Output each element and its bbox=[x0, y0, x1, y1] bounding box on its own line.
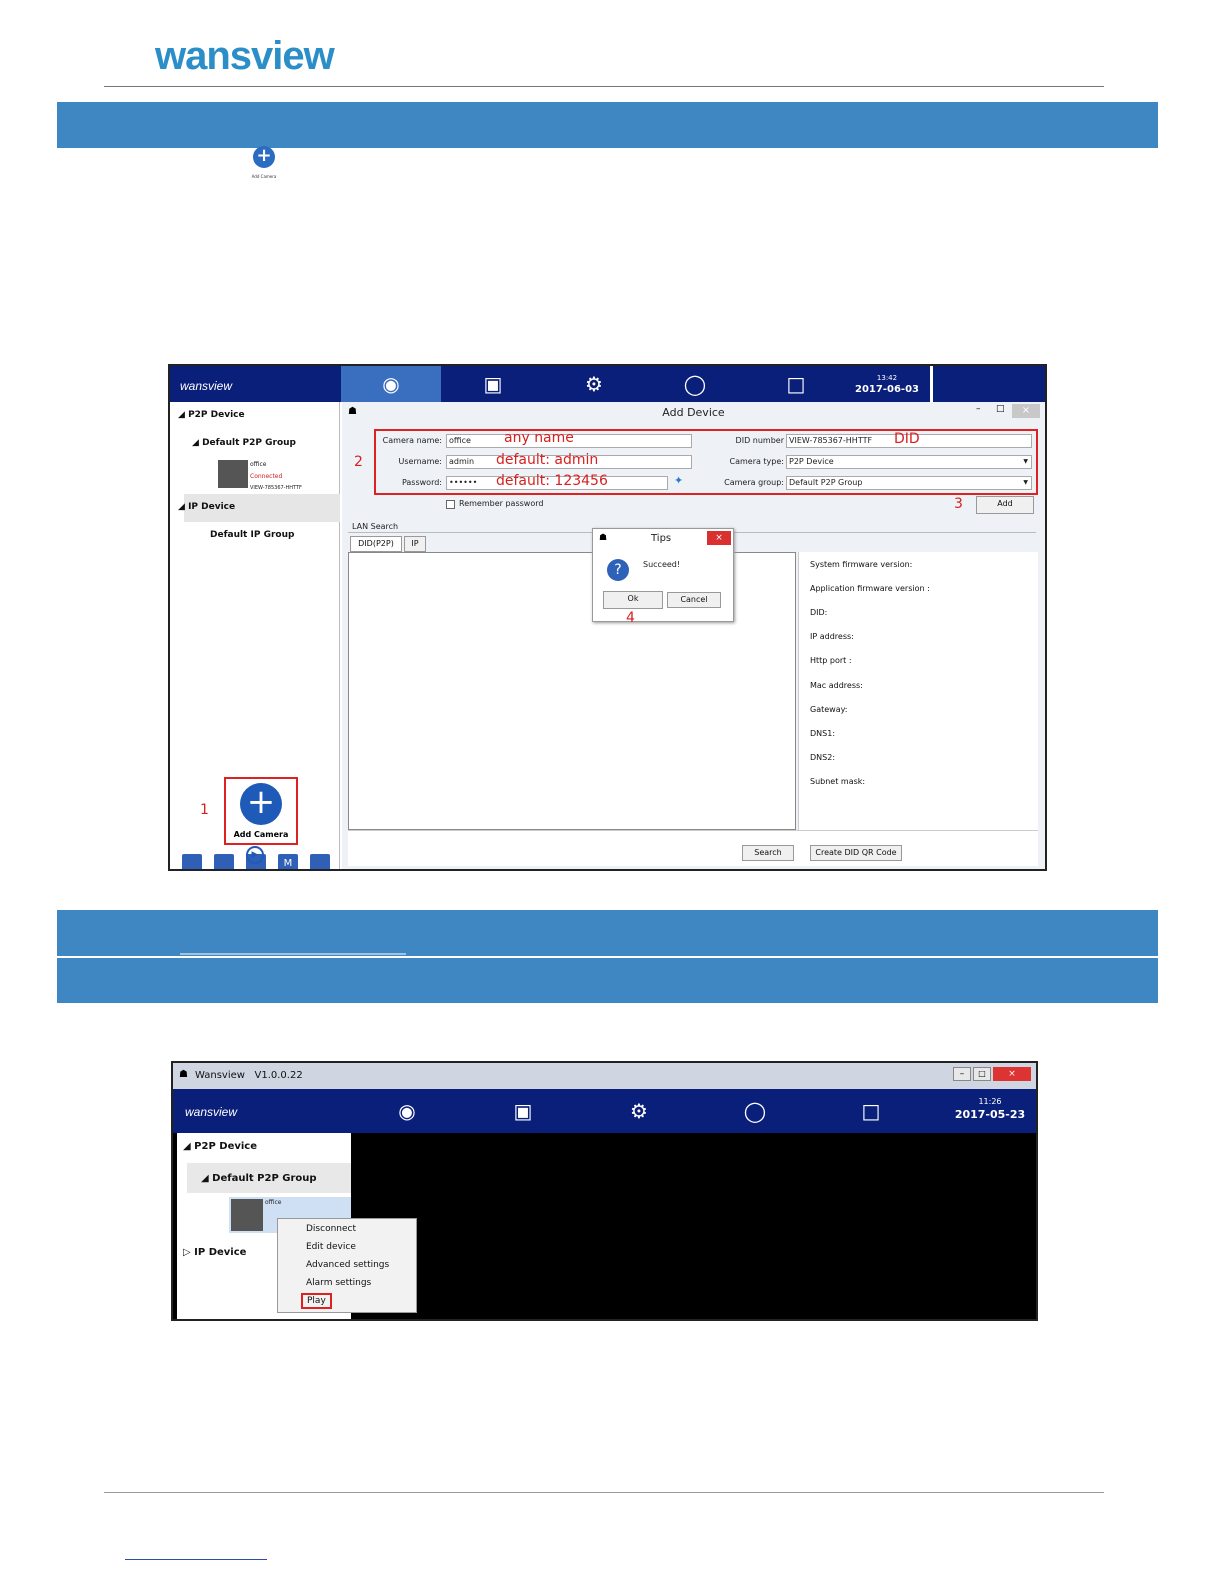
banner-underline bbox=[180, 953, 406, 955]
layout-4-icon[interactable] bbox=[214, 854, 234, 871]
app-window-icon: ☗ bbox=[179, 1069, 188, 1080]
maximize-icon[interactable]: □ bbox=[996, 404, 1005, 414]
search-button[interactable]: Search bbox=[742, 845, 794, 861]
screenshot-add-device bbox=[168, 364, 1047, 871]
info-did: DID: bbox=[810, 608, 828, 617]
tips-close-icon[interactable]: × bbox=[707, 531, 731, 545]
dialog-footer bbox=[348, 830, 1038, 866]
info-system-firmware: System firmware version: bbox=[810, 560, 913, 569]
context-menu bbox=[277, 1218, 417, 1313]
camera-type-label: Camera type: bbox=[729, 457, 784, 466]
tips-app-icon: ☗ bbox=[599, 533, 608, 543]
layout-m-icon[interactable]: M bbox=[278, 854, 298, 871]
device-tree-sidebar bbox=[174, 402, 340, 869]
menu-play[interactable]: Play bbox=[301, 1293, 332, 1309]
menu-alarm-settings[interactable]: Alarm settings bbox=[306, 1278, 372, 1288]
header-rule bbox=[104, 86, 1104, 87]
annotation-step-3: 3 bbox=[954, 496, 963, 512]
lock-icon[interactable]: □ bbox=[861, 1099, 881, 1123]
info-gateway: Gateway: bbox=[810, 705, 848, 714]
dialog-title: Add Device bbox=[662, 406, 725, 419]
annotation-default-admin: default: admin bbox=[496, 452, 599, 468]
logo-text: wansview bbox=[155, 34, 334, 78]
minimize-icon[interactable]: – bbox=[976, 404, 981, 414]
tips-popup bbox=[592, 528, 734, 622]
maximize-icon[interactable]: □ bbox=[973, 1067, 991, 1081]
annotation-step-1: 1 bbox=[200, 802, 209, 818]
camera-type-select[interactable]: P2P Device ▼ bbox=[786, 455, 1032, 469]
question-icon: ? bbox=[607, 559, 629, 581]
lock-icon[interactable]: □ bbox=[786, 372, 806, 396]
tree-default-ip-group[interactable]: Default IP Group bbox=[210, 530, 295, 540]
camera-status: Connected bbox=[250, 473, 283, 480]
tree-ip-device[interactable]: ▷ IP Device bbox=[183, 1247, 247, 1258]
info-dns1: DNS1: bbox=[810, 729, 836, 738]
create-qr-code-button[interactable]: Create DID QR Code bbox=[810, 845, 902, 861]
did-number-label: DID number bbox=[735, 436, 784, 445]
camera-thumbnail[interactable] bbox=[218, 460, 248, 488]
add-camera-small-label: Add Camera bbox=[251, 174, 277, 179]
tips-title: Tips bbox=[651, 533, 672, 544]
layout-1-icon[interactable] bbox=[182, 854, 202, 871]
password-input[interactable]: •••••• bbox=[446, 476, 668, 490]
gear-icon[interactable]: ⚙ bbox=[585, 372, 603, 396]
camera-record-icon[interactable]: ◯ bbox=[683, 372, 707, 396]
tips-message: Succeed! bbox=[643, 560, 681, 569]
plus-circle-icon: + bbox=[240, 783, 282, 825]
camera-name-input[interactable]: office bbox=[446, 434, 692, 448]
info-mac-address: Mac address: bbox=[810, 681, 863, 690]
close-icon[interactable]: × bbox=[993, 1067, 1031, 1081]
minimize-icon[interactable]: – bbox=[953, 1067, 971, 1081]
datetime bbox=[949, 1095, 1031, 1121]
menu-advanced-settings[interactable]: Advanced settings bbox=[306, 1260, 390, 1270]
tab-ip[interactable]: IP bbox=[404, 536, 426, 552]
password-label: Password: bbox=[401, 478, 442, 487]
app-brand: wansview bbox=[180, 379, 233, 393]
annotation-step-2: 2 bbox=[354, 454, 363, 470]
add-camera-button[interactable] bbox=[224, 777, 298, 845]
wansview-logo bbox=[155, 30, 355, 85]
gear-icon[interactable]: ⚙ bbox=[630, 1099, 648, 1123]
remember-password-label: Remember password bbox=[459, 499, 544, 508]
annotation-any-name: any name bbox=[504, 430, 574, 446]
info-app-firmware: Application firmware version : bbox=[810, 584, 930, 593]
time-text: 13:42 bbox=[876, 374, 898, 382]
annotation-default-password: default: 123456 bbox=[496, 473, 608, 489]
camera-thumbnail[interactable] bbox=[231, 1199, 263, 1231]
add-camera-label: Add Camera bbox=[233, 830, 289, 839]
eye-icon[interactable]: ◉ bbox=[398, 1099, 416, 1123]
tips-cancel-button[interactable]: Cancel bbox=[667, 592, 721, 608]
screenshot-play-menu bbox=[171, 1061, 1038, 1321]
camera-name: office bbox=[265, 1199, 282, 1206]
playback-icon[interactable]: ▣ bbox=[483, 372, 503, 396]
datetime bbox=[852, 372, 922, 396]
eye-icon[interactable]: ◉ bbox=[382, 372, 400, 396]
lan-search-label: LAN Search bbox=[352, 522, 399, 531]
tree-default-p2p-group[interactable]: ◢ Default P2P Group bbox=[192, 438, 296, 448]
did-number-input[interactable]: VIEW-785367-HHTTF bbox=[786, 434, 1032, 448]
section-banner-3 bbox=[57, 958, 1158, 1003]
tree-ip-device[interactable]: ◢ IP Device bbox=[178, 502, 236, 512]
app-small-icon: ☗ bbox=[348, 406, 357, 417]
section-banner-2 bbox=[57, 910, 1158, 956]
menu-edit-device[interactable]: Edit device bbox=[306, 1242, 356, 1252]
tree-default-p2p-group[interactable]: ◢ Default P2P Group bbox=[201, 1173, 317, 1184]
username-label: Username: bbox=[398, 457, 442, 466]
show-password-eye-icon[interactable]: ✦ bbox=[674, 474, 684, 487]
date-text: 2017-05-23 bbox=[954, 1108, 1026, 1121]
footer-link-underline[interactable] bbox=[125, 1559, 267, 1560]
close-icon[interactable]: × bbox=[1012, 404, 1040, 418]
play-circle-icon[interactable]: ▶ bbox=[246, 846, 264, 864]
camera-name: office bbox=[250, 461, 267, 468]
camera-record-icon[interactable]: ◯ bbox=[743, 1099, 767, 1123]
info-http-port: Http port : bbox=[810, 656, 852, 665]
top-navbar bbox=[173, 1089, 1036, 1133]
add-button[interactable]: Add bbox=[976, 496, 1034, 514]
footer-rule bbox=[104, 1492, 1104, 1493]
tab-did-p2p[interactable]: DID(P2P) bbox=[350, 536, 402, 552]
camera-group-label: Camera group: bbox=[724, 478, 784, 487]
annotation-did: DID bbox=[894, 431, 920, 447]
date-text: 2017-06-03 bbox=[855, 384, 919, 395]
remember-password-checkbox[interactable] bbox=[446, 500, 455, 509]
window-title: Wansview V1.0.0.22 bbox=[195, 1070, 303, 1081]
annotation-step-4: 4 bbox=[626, 610, 635, 626]
info-dns2: DNS2: bbox=[810, 753, 836, 762]
add-camera-small-icon bbox=[246, 146, 282, 186]
camera-name-label: Camera name: bbox=[382, 436, 442, 445]
camera-group-select[interactable]: Default P2P Group ▼ bbox=[786, 476, 1032, 490]
info-ip-address: IP address: bbox=[810, 632, 854, 641]
time-text: 11:26 bbox=[978, 1097, 1002, 1106]
username-input[interactable]: admin bbox=[446, 455, 692, 469]
app-brand: wansview bbox=[185, 1105, 238, 1119]
tree-p2p-device[interactable]: ◢ P2P Device bbox=[183, 1141, 258, 1152]
tree-p2p-device[interactable]: ◢ P2P Device bbox=[178, 410, 245, 420]
menu-disconnect[interactable]: Disconnect bbox=[306, 1224, 356, 1234]
section-banner-1 bbox=[57, 102, 1158, 148]
top-right-panel bbox=[930, 366, 1045, 402]
tips-ok-button[interactable]: Ok bbox=[603, 591, 663, 609]
info-subnet-mask: Subnet mask: bbox=[810, 777, 866, 786]
plus-icon: + bbox=[253, 146, 275, 168]
camera-did: VIEW-785367-HHTTF bbox=[250, 485, 302, 491]
add-device-dialog bbox=[342, 402, 1045, 869]
playback-icon[interactable]: ▣ bbox=[513, 1099, 533, 1123]
fullscreen-icon[interactable] bbox=[310, 854, 330, 871]
